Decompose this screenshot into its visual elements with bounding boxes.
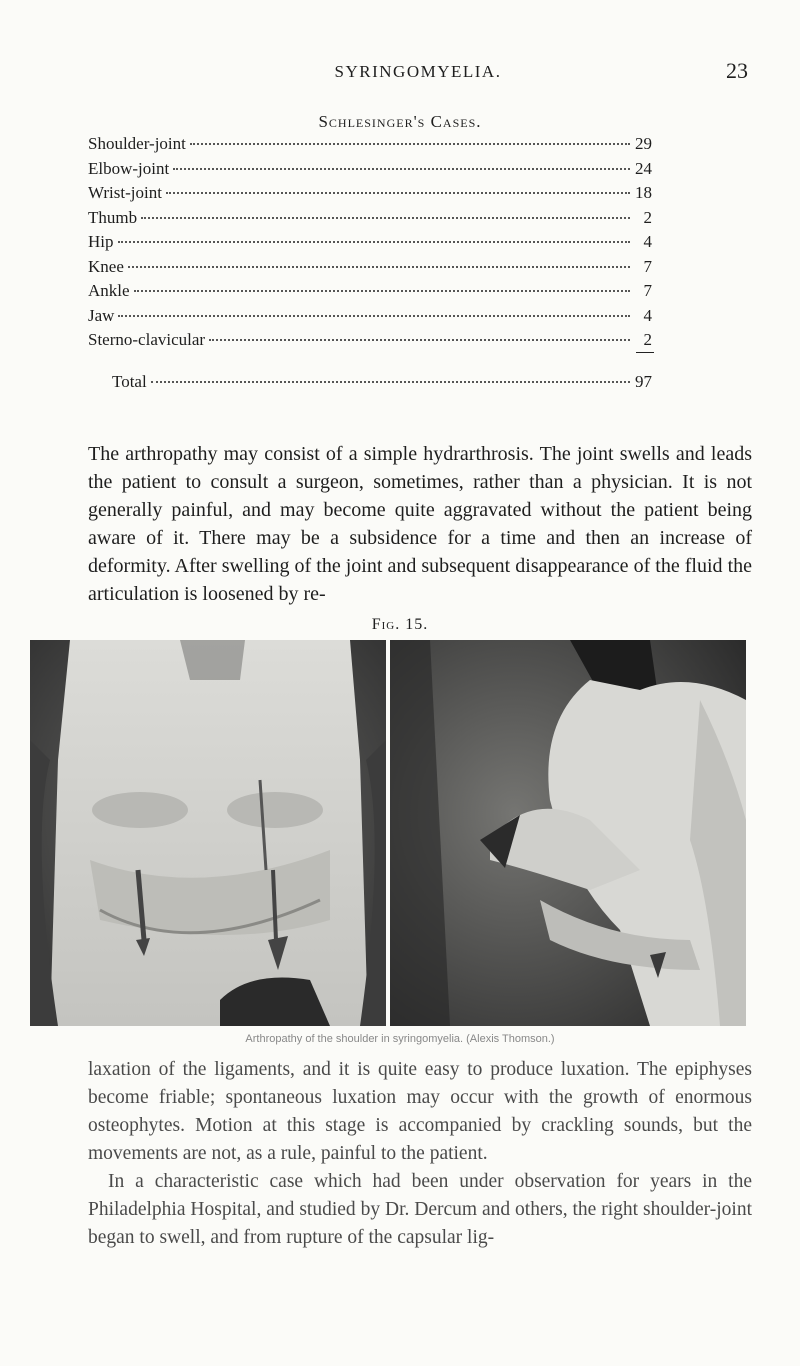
- total-value: 97: [635, 372, 652, 391]
- dot-leader: [141, 217, 630, 219]
- page-number: 23: [726, 58, 748, 83]
- table-row: [88, 181, 652, 206]
- sum-rule: [636, 352, 654, 353]
- row-value: 4: [643, 305, 652, 325]
- dot-leader: [118, 241, 631, 243]
- body-paragraph: laxation of the ligaments, and it is quite easy to produce luxation. The epiphyses become friable; spontaneous luxation may occur with the growth of enormous osteophytes. Motion at this stage is accompanied by crackling sounds, but the movements are not, as a rule, painful to the patient.: [88, 1059, 752, 1164]
- body-paragraph-continued: [88, 1056, 752, 1252]
- row-label: Elbow-joint: [88, 158, 170, 178]
- table-row: [88, 206, 652, 231]
- row-label: Wrist-joint: [88, 183, 162, 202]
- figure-photo-right: [390, 640, 746, 1026]
- row-value: 18: [635, 183, 652, 202]
- dot-leader: [128, 266, 630, 268]
- row-value: 7: [643, 281, 652, 300]
- total-label: Total: [112, 372, 147, 391]
- row-label: Jaw: [88, 305, 115, 325]
- body-paragraph: In a characteristic case which had been under observation for years in the Philadelphia Hospital, and studied by Dr. Dercum and others, the right shoulder-joint began to swell, and from rupture of the capsular lig-: [88, 1171, 752, 1248]
- photo-patient-side: [390, 640, 746, 1026]
- dot-leader: [166, 192, 630, 194]
- dot-leader: [209, 339, 630, 341]
- row-label: Thumb: [88, 207, 138, 227]
- dot-leader: [190, 143, 630, 145]
- row-value: 4: [643, 232, 652, 251]
- row-label: Sterno-clavicular: [88, 330, 206, 349]
- row-label: Ankle: [88, 281, 130, 300]
- row-label: Hip: [88, 232, 114, 251]
- table-row: [88, 132, 652, 157]
- photo-patient-front: [30, 640, 386, 1026]
- dot-leader: [134, 290, 630, 292]
- row-value: 24: [635, 158, 652, 178]
- running-title: SYRINGOMYELIA.: [334, 62, 502, 81]
- table-title: Schlesinger's Cases.: [318, 112, 482, 131]
- table-row: [88, 230, 652, 255]
- cases-table: [88, 132, 652, 353]
- running-head: [88, 58, 748, 86]
- dot-leader: [118, 315, 630, 317]
- dot-leader: [173, 168, 630, 170]
- table-row: [88, 328, 652, 353]
- figure-label: Fig. 15.: [371, 616, 429, 633]
- total-row: [112, 372, 652, 392]
- figure-caption: Arthropathy of the shoulder in syringomyelia. (Alexis Thomson.): [245, 1033, 555, 1045]
- row-value: 2: [643, 330, 652, 349]
- table-row: [88, 157, 652, 182]
- row-label: Knee: [88, 256, 124, 276]
- row-value: 7: [643, 256, 652, 276]
- table-row: [88, 304, 652, 329]
- row-label: Shoulder-joint: [88, 134, 186, 153]
- dot-leader: [151, 381, 630, 383]
- body-paragraph: The arthropathy may consist of a simple hydrarthrosis. The joint swells and leads the patient to consult a surgeon, sometimes, rather than a physician. It is not generally painful, and may become quite aggravated without the patient being aware of it. There may be a subsidence for a time and then an increase of deformity. After swelling of the joint and subsequent disappearance of the fluid the articulation is loosened by re-: [88, 443, 752, 605]
- row-value: 2: [643, 207, 652, 227]
- table-row: [88, 255, 652, 280]
- row-value: 29: [635, 134, 652, 153]
- table-row: [88, 279, 652, 304]
- figure-photo-left: [30, 640, 386, 1026]
